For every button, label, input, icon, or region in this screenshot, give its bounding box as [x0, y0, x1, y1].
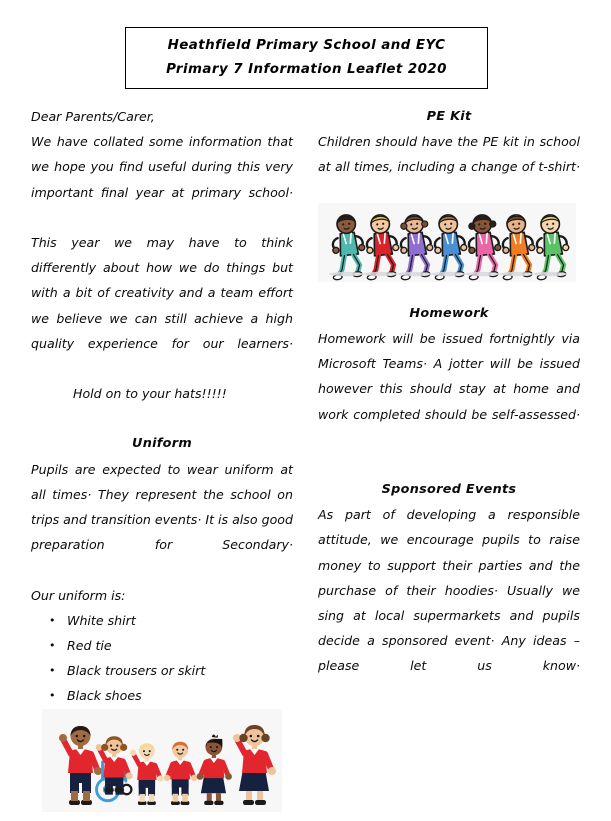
running-children-svg: [318, 203, 576, 282]
title-line-2: Primary 7 Information Leaflet 2020: [166, 62, 447, 77]
list-item: [31, 608, 293, 633]
list-item-label: Black shoes: [67, 687, 142, 703]
bullet-icon: •: [49, 613, 56, 627]
uniform-list: [31, 608, 293, 708]
list-item-label: Red tie: [67, 637, 112, 653]
salutation: Dear Parents/Carer,: [31, 109, 155, 124]
right-column: [318, 104, 580, 704]
uniform-list-intro: Our uniform is:: [31, 587, 126, 603]
list-item: [31, 633, 293, 658]
pe-kit-heading: PE Kit: [426, 109, 472, 124]
pe-kit-paragraph: Children should have the PE kit in school at all times, including a change of t-shirt·: [318, 134, 580, 175]
school-children-svg: [42, 709, 282, 812]
document-title-box: [125, 27, 488, 89]
homework-paragraph: Homework will be issued fortnightly via Microsoft Teams· A jotter will be issued however this should stay at home and work completed should be self-assessed·: [318, 331, 580, 422]
list-item: [31, 683, 293, 708]
second-paragraph: This year we may have to think differently about how we do things but with a bit of creativity and a team effort we believe we can still achieve a high quality experience for our learners·: [31, 235, 293, 351]
bullet-icon: •: [49, 663, 56, 677]
uniform-paragraph: Pupils are expected to wear uniform at all times· They represent the school on trips and transition events· It is also good preparation for Secondary·: [31, 461, 293, 553]
list-item-label: Black trousers or skirt: [67, 662, 206, 678]
left-column: [31, 104, 293, 708]
spacer: [318, 452, 580, 477]
spacer: [31, 406, 293, 431]
title-line-1: Heathfield Primary School and EYC: [167, 38, 446, 53]
intro-paragraph: We have collated some information that we hope you find useful during this very important final year at primary school·: [31, 134, 293, 200]
list-item-label: White shirt: [67, 612, 136, 628]
bullet-icon: •: [49, 688, 56, 702]
school-children-group-clipart: [42, 709, 282, 812]
uniform-heading: Uniform: [132, 436, 192, 452]
running-children-clipart: [318, 203, 576, 282]
homework-heading: Homework: [409, 305, 489, 321]
bullet-icon: •: [49, 638, 56, 652]
closing-line: Hold on to your hats!!!!!: [73, 386, 227, 402]
sponsored-events-heading: Sponsored Events: [381, 482, 517, 498]
list-item: [31, 658, 293, 683]
sponsored-events-paragraph: As part of developing a responsible attitude, we encourage pupils to raise money to support their parties and the purchase of their hoodies· Usually we sing at local supermarkets and pupils decide a sponsored event· Any ideas – please let us know·: [318, 507, 580, 674]
